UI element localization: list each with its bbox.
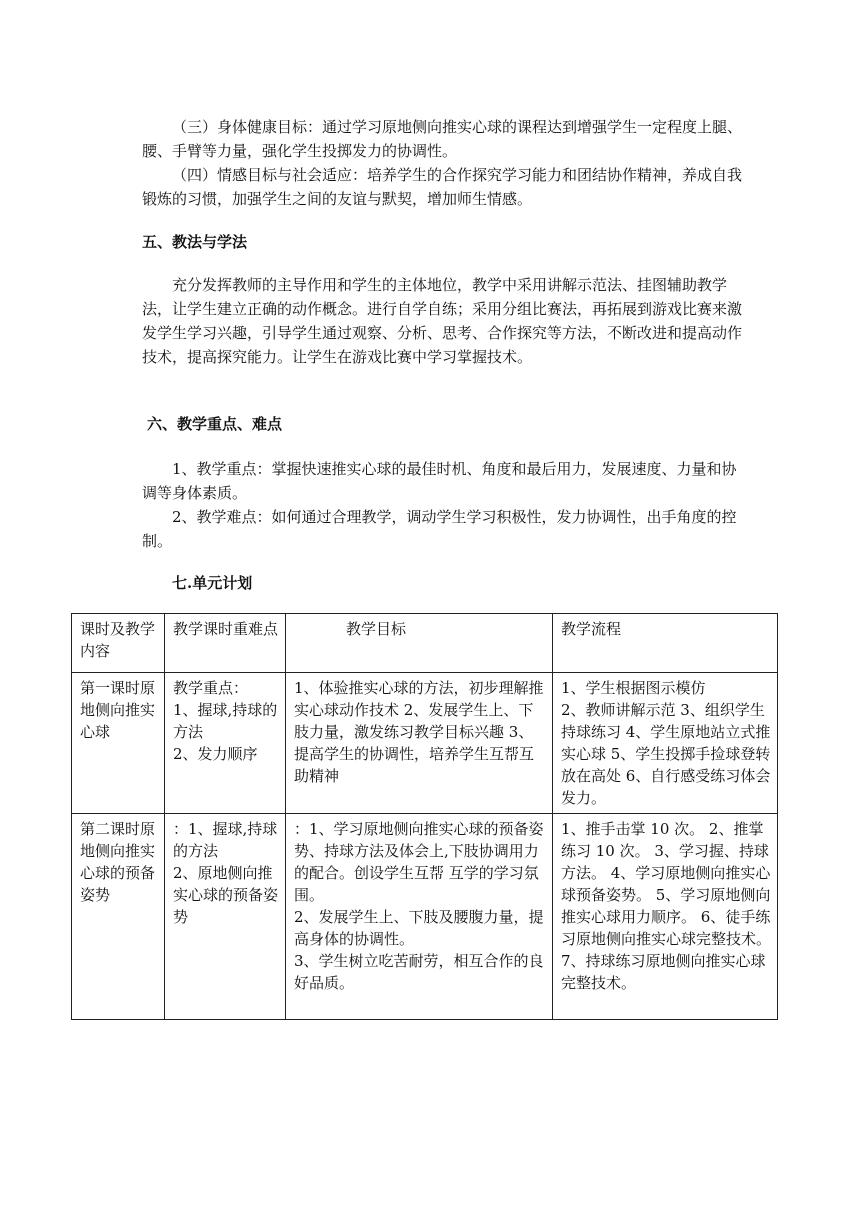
row1-process-line-1: 1、学生根据图示模仿	[561, 679, 706, 697]
key-point-paragraph: 1、教学重点：掌握快速推实心球的最佳时机、角度和最后用力，发展速度、力量和协调等身体素质。	[142, 460, 737, 502]
header-goals: 教学目标	[286, 614, 553, 673]
row2-goals-line-3: 3、学生树立吃苦耐劳，相互合作的良好品质。	[294, 952, 544, 992]
health-goal-paragraph: （三）身体健康目标：通过学习原地侧向推实心球的课程达到增强学生一定程度上腿、腰、手臂等力量，强化学生投掷发力的协调性。	[142, 118, 743, 160]
row1-key-points	[165, 673, 286, 814]
section-6-heading: 六、教学重点、难点	[147, 415, 283, 433]
row2-key-line-1: ：1、握球,持球的方法	[173, 820, 278, 860]
unit-plan-table	[71, 613, 778, 1020]
row1-key-line-2: 1、握球,持球的方法	[173, 701, 278, 741]
emotion-goal-paragraph: （四）情感目标与社会适应：培养学生的合作探究学习能力和团结协作精神，养成自我锻炼的习惯，加强学生之间的友谊与默契，增加师生情感。	[142, 166, 743, 208]
table-header-row	[72, 614, 778, 673]
row1-process-line-2: 2、教师讲解示范 3、组织学生持球练习 4、学生原地站立式推实心球 5、学生投掷手捡球登转放在高处 6、自行感受练习体会发力。	[561, 701, 771, 807]
row2-goals-line-2: 2、发展学生上、下肢及腰腹力量，提高身体的协调性。	[294, 908, 544, 948]
row1-goals	[286, 673, 553, 814]
difficulty-paragraph: 2、教学难点：如何通过合理教学，调动学生学习积极性，发力协调性，出手角度的控制。	[142, 508, 737, 550]
header-lesson: 课时及教学内容	[72, 614, 165, 673]
section-5-paragraph: 充分发挥教师的主导作用和学生的主体地位，教学中采用讲解示范法、挂图辅助教学法，让学生建立正确的动作概念。进行自学自练；采用分组比赛法，再拓展到游戏比赛来激发学生学习兴趣，引导学生通过观察、分析、思考、合作探究等方法，不断改进和提高动作技术，提高探究能力。让学生在游戏比赛中学习掌握技术。	[142, 276, 743, 366]
row2-key-line-2: 2、原地侧向推实心球的预备姿势	[173, 864, 279, 926]
row2-goals	[286, 814, 553, 1020]
row2-goals-line-1: ：1、学习原地侧向推实心球的预备姿势、持球方法及体会上,下肢协调用力的配合。创设学生互帮 互学的学习氛围。	[294, 820, 544, 904]
section-5-heading: 五、教法与学法	[142, 233, 248, 251]
section-7-heading: 七.单元计划	[172, 574, 253, 592]
table-row	[72, 673, 778, 814]
row2-process	[553, 814, 778, 1020]
header-key-points: 教学课时重难点	[165, 614, 286, 673]
table-row	[72, 814, 778, 1020]
row1-goals-text: 1、体验推实心球的方法，初步理解推实心球动作技术 2、发展学生上、下肢力量，激发练习教学目标兴趣 3、提高学生的协调性，培养学生互帮互助精神	[294, 679, 544, 785]
row2-key-points	[165, 814, 286, 1020]
row1-lesson: 第一课时原地侧向推实心球	[72, 673, 165, 814]
header-process: 教学流程	[553, 614, 778, 673]
row1-key-line-3: 2、发力顺序	[173, 745, 258, 763]
row2-process-line-2: 7、持球练习原地侧向推实心球完整技术。	[561, 952, 766, 992]
row2-process-line-1: 1、推手击掌 10 次。 2、推掌练习 10 次。 3、学习握、持球方法。 4、学习原地侧向推实心球预备姿势。 5、学习原地侧向推实心球用力顺序。 6、徒手练习原地侧向推实心球完整技术。	[561, 820, 772, 948]
row1-process	[553, 673, 778, 814]
row2-lesson: 第二课时原地侧向推实心球的预备姿势	[72, 814, 165, 1020]
row1-key-line-1: 教学重点：	[173, 679, 249, 697]
